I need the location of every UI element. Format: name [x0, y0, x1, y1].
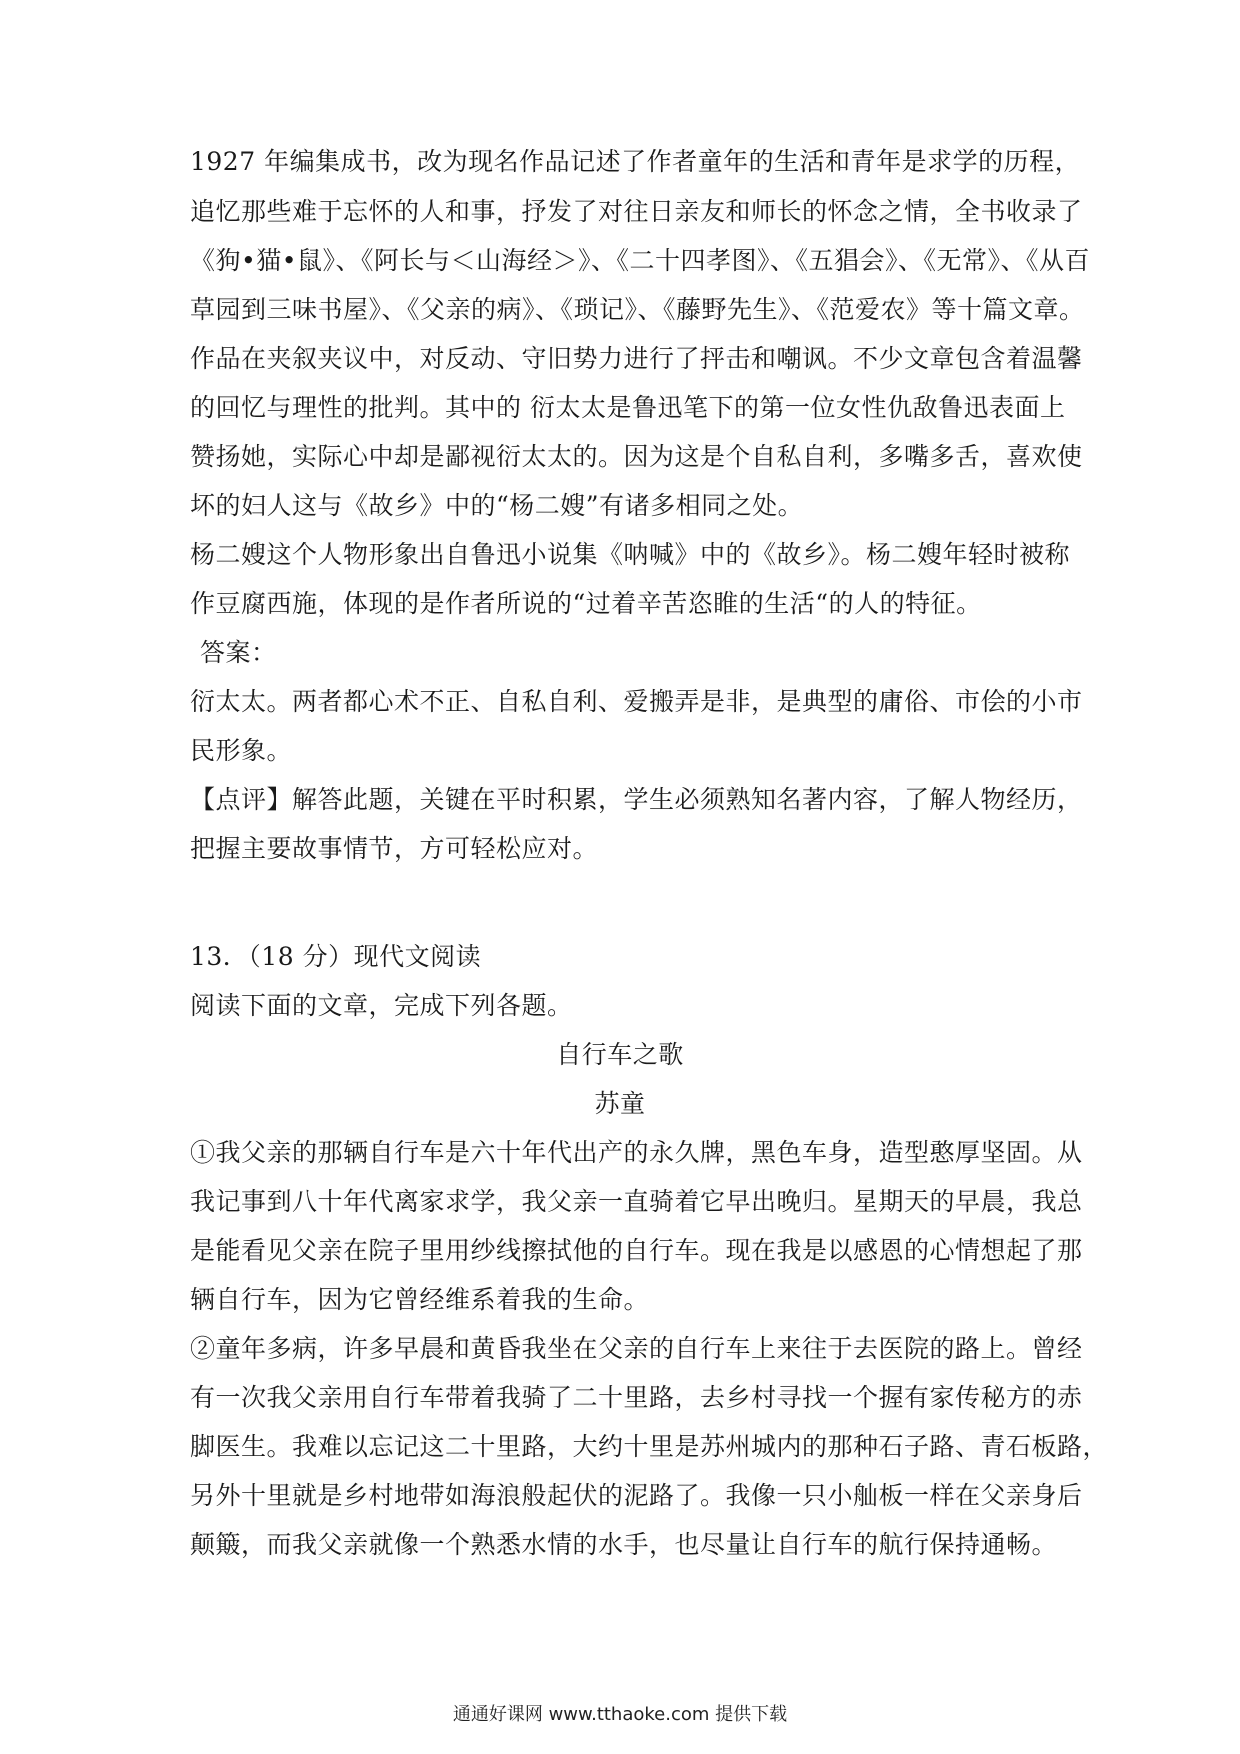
- question-heading: 13．（18 分）现代文阅读: [190, 942, 482, 971]
- article-line-5: ②童年多病，许多早晨和黄昏我坐在父亲的自行车上来往于去医院的路上。曾经: [190, 1334, 1083, 1363]
- article-line-8: 另外十里就是乡村地带如海浪般起伏的泥路了。我像一只小舢板一样在父亲身后: [190, 1481, 1083, 1510]
- intro-line-6: 的回忆与理性的批判。其中的 衍太太是鲁迅笔下的第一位女性仇敌鲁迅表面上: [190, 393, 1066, 422]
- intro-line-5: 作品在夹叙夹议中，对反动、守旧势力进行了抨击和嘲讽。不少文章包含着温馨: [190, 344, 1083, 373]
- article-line-2: 我记事到八十年代离家求学，我父亲一直骑着它早出晚归。星期天的早晨，我总: [190, 1187, 1083, 1216]
- article-author: 苏童: [594, 1089, 646, 1118]
- article-line-9: 颠簸，而我父亲就像一个熟悉水情的水手，也尽量让自行车的航行保持通畅。: [190, 1530, 1058, 1559]
- intro-line-4: 草园到三味书屋》、《父亲的病》、《琐记》、《藤野先生》、《范爱农》等十篇文章。: [190, 295, 1085, 324]
- intro-line-3: 《狗•猫•鼠》、《阿长与＜山海经＞》、《二十四孝图》、《五猖会》、《无常》、《从百: [190, 246, 1090, 275]
- intro-line-9: 杨二嫂这个人物形象出自鲁迅小说集《呐喊》中的《故乡》。杨二嫂年轻时被称: [190, 540, 1071, 569]
- question-instruction: 阅读下面的文章，完成下列各题。: [190, 991, 573, 1020]
- intro-line-7: 赞扬她，实际心中却是鄙视衍太太的。因为这是个自私自利，多嘴多舌，喜欢使: [190, 442, 1083, 471]
- intro-line-10: 作豆腐西施，体现的是作者所说的“过着辛苦恣睢的生活“的人的特征。: [190, 589, 982, 618]
- article-line-7: 脚医生。我难以忘记这二十里路，大约十里是苏州城内的那种石子路、青石板路，: [190, 1432, 1109, 1461]
- article-title: 自行车之歌: [556, 1040, 684, 1069]
- comment-line-2: 把握主要故事情节，方可轻松应对。: [190, 834, 599, 863]
- answer-label: 答案：: [200, 638, 277, 667]
- answer-line-1: 衍太太。两者都心术不正、自私自利、爱搬弄是非，是典型的庸俗、市侩的小市: [190, 687, 1083, 716]
- page-footer: 通通好课网 www.tthaoke.com 提供下载: [452, 1704, 788, 1725]
- comment-line-1: 【点评】解答此题，关键在平时积累，学生必须熟知名著内容，了解人物经历，: [190, 785, 1083, 814]
- article-line-6: 有一次我父亲用自行车带着我骑了二十里路，去乡村寻找一个握有家传秘方的赤: [190, 1383, 1083, 1412]
- article-line-3: 是能看见父亲在院子里用纱线擦拭他的自行车。现在我是以感恩的心情想起了那: [190, 1236, 1083, 1265]
- intro-line-2: 追忆那些难于忘怀的人和事，抒发了对往日亲友和师长的怀念之情，全书收录了: [190, 197, 1083, 226]
- answer-line-2: 民形象。: [190, 736, 293, 765]
- article-line-1: ①我父亲的那辆自行车是六十年代出产的永久牌，黑色车身，造型憨厚坚固。从: [190, 1138, 1083, 1167]
- article-line-4: 辆自行车，因为它曾经维系着我的生命。: [190, 1285, 650, 1314]
- intro-line-1: 1927 年编集成书，改为现名作品记述了作者童年的生活和青年是求学的历程，: [190, 147, 1081, 176]
- intro-line-8: 坏的妇人这与《故乡》中的“杨二嫂”有诸多相同之处。: [190, 491, 804, 520]
